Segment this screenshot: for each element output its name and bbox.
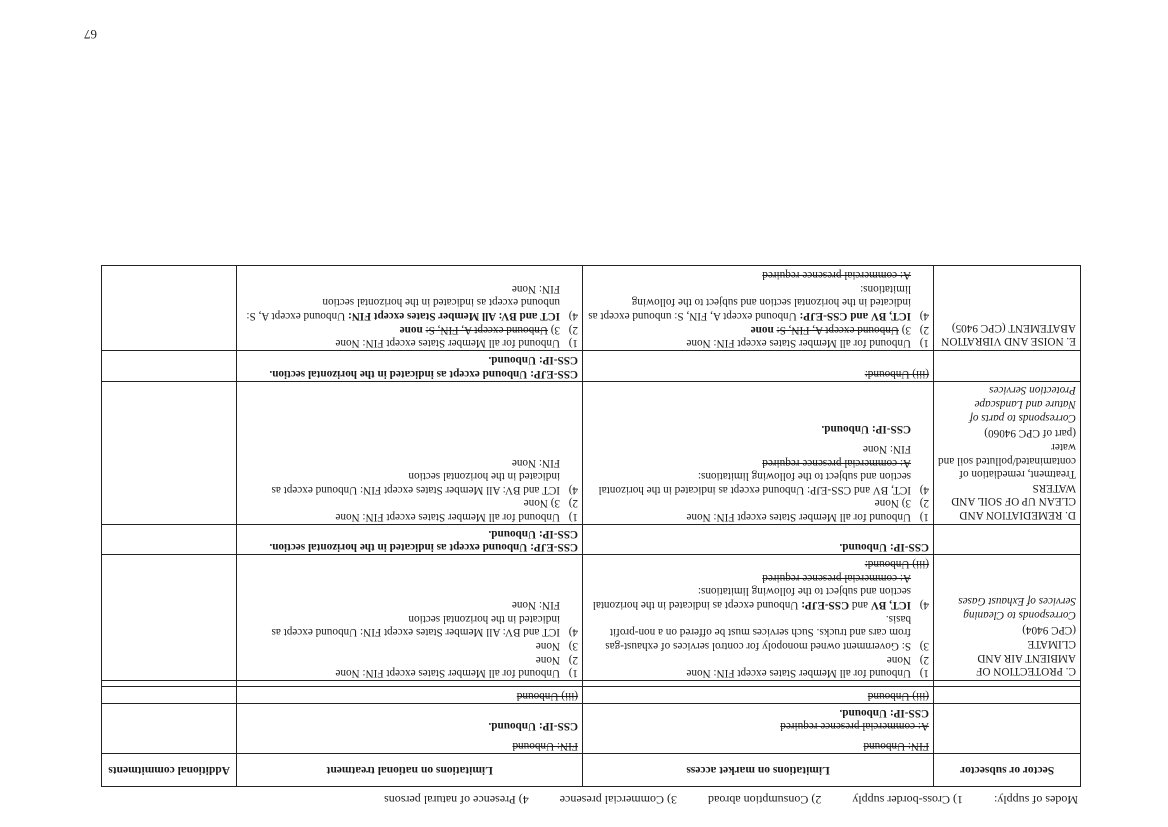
sector-note: Corresponds to parts of Nature and Landscape Protection Services — [969, 384, 1076, 424]
sector-title: E. NOISE AND VIBRATION ABATEMENT (CPC 9405) — [941, 321, 1076, 348]
text-line: (iii) Unbound — [867, 690, 930, 703]
table-row — [102, 555, 1081, 681]
table-row — [102, 266, 1081, 351]
sector-title: C. PROTECTION OF AMBIENT AIR AND CLIMATE — [976, 638, 1076, 678]
additional-cell — [102, 266, 237, 351]
national-cell: 1)Unbound for all Member States except FIN: None 2)3) Unbound except A, FIN, S: none 4)ICT and BV: All Member States except FIN: Unbound except A, S: unbound except as indicated in the horizontal section FIN: None — [237, 266, 583, 351]
additional-cell — [102, 555, 237, 681]
text-line: FIN: Unbound — [863, 740, 930, 752]
text-line: CSS-IP: Unbound. — [839, 541, 930, 554]
mode-4: 4) Presence of natural persons — [384, 793, 529, 807]
mode-1: 1) Cross-border supply — [852, 793, 963, 807]
text-line: A: commercial presence required — [762, 571, 912, 584]
header-sector: Sector or subsector — [934, 754, 1081, 787]
sector-cell — [934, 704, 1081, 754]
additional-cell — [102, 704, 237, 754]
text-line: (iii) Unbound — [516, 690, 579, 703]
sector-cell — [934, 266, 1081, 351]
national-cell: 1)Unbound for all Member States except FIN: None 2)3) None 4)ICT and BV: All Member States except FIN: Unbound except as indicated in the horizontal section FIN: None — [237, 381, 583, 525]
text-line: A: commercial presence required — [780, 720, 930, 733]
sector-subtitle: Treatment, remediation of contaminated/polluted soil and water — [938, 440, 1076, 481]
sector-cpc: (part of CPC 94060) — [984, 427, 1076, 440]
market-cell: 1)Unbound for all Member States except FIN: None 2)3) None 4)ICT, BV and CSS-EJP: Unbound except as indicated in the horizontal section and subject to the following limitations: A: commercial presence required FIN: None CSS-IP: Unbound. — [583, 381, 934, 525]
table-row — [102, 687, 1081, 704]
text-line: CSS-EJP: Unbound except as indicated in the horizontal section. — [269, 541, 579, 554]
header-market-access: Limitations on market access — [583, 754, 934, 787]
header-national-treatment: Limitations on national treatment — [237, 754, 583, 787]
table-row — [102, 704, 1081, 754]
market-cell: 1)Unbound for all Member States except FIN: None 2)None 3)S: Government owned monopoly for control services of exhaust-gas from cars and trucks. Such services must be offered on a non-profit basis. 4)ICT, BV and CSS-EJP: Unbound except as indicated in the horizontal section and subject to the following limitations: A: commercial presence required (iii) Unbound: — [583, 555, 934, 681]
additional-cell — [102, 381, 237, 525]
national-cell: 1)Unbound for all Member States except FIN: None 2)None 3)None 4)ICT and BV: All Member States except FIN: Unbound except as indicated in the horizontal section FIN: None — [237, 555, 583, 681]
text-line: Unbound for all Member States except FIN: None — [686, 667, 912, 680]
text-line: S: Government owned monopoly for control services of exhaust-gas from cars and trucks. Such services must be offered on a non-profit basis. — [605, 612, 912, 653]
national-cell — [237, 704, 583, 754]
header-row — [102, 754, 1081, 787]
sector-title: D. REMEDIATION AND CLEAN UP OF SOIL AND WATERS — [951, 481, 1076, 522]
page-number: 67 — [84, 27, 97, 42]
text-line: (iii) Unbound: — [864, 558, 930, 571]
text-line: None — [886, 653, 912, 666]
mode-3: 3) Commercial presence — [559, 793, 678, 807]
modes-of-supply — [356, 792, 1078, 807]
text-line: CSS-IP: Unbound. — [488, 720, 579, 733]
sector-cpc: (CPC 9404) — [1022, 624, 1076, 637]
sector-note: Corresponds to Cleaning Services of Exhaust Gases — [958, 595, 1076, 621]
text-line: FIN: Unbound — [512, 740, 579, 752]
header-additional: Additional commitments — [102, 754, 237, 787]
text-line: CSS-IP: Unbound. — [488, 527, 579, 540]
modes-label: Modes of supply: — [994, 793, 1078, 807]
table-row — [102, 525, 1081, 555]
mode-2: 2) Consumption abroad — [708, 793, 822, 807]
text-line: CSS-EJP: Unbound except as indicated in the horizontal section. — [269, 367, 579, 380]
schedule-table — [101, 265, 1081, 787]
sector-cell — [934, 555, 1081, 681]
text-line: CSS-IP: Unbound. — [839, 706, 930, 719]
market-cell — [583, 704, 934, 754]
table-row — [102, 381, 1081, 525]
text-line: (iii) Unbound: — [864, 367, 930, 380]
market-cell: 1)Unbound for all Member States except FIN: None 2)3) Unbound except A, FIN, S: none 4)ICT, BV and CSS-EJP: Unbound except A, FIN, S: unbound except as indicated in the horizontal section and subject to the following limitations: A: commercial presence required — [583, 266, 934, 351]
table-row — [102, 351, 1081, 381]
sector-cell — [934, 381, 1081, 525]
text-line: CSS-IP: Unbound. — [488, 353, 579, 366]
